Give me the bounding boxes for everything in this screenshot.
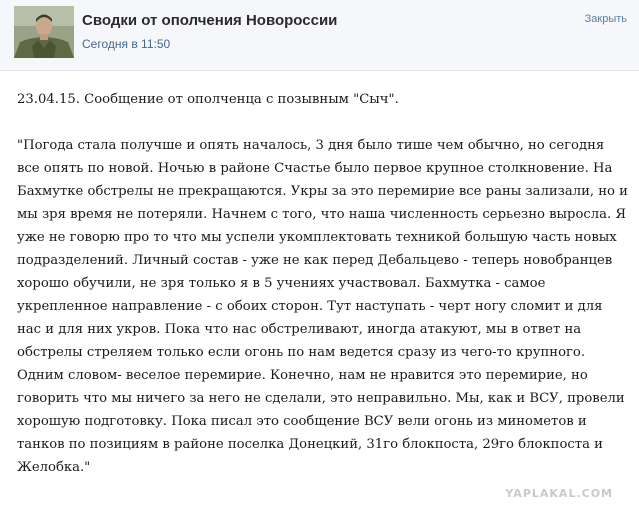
community-title[interactable]: Сводки от ополчения Новороссии bbox=[82, 12, 338, 29]
avatar-photo bbox=[14, 6, 74, 58]
avatar[interactable] bbox=[14, 6, 74, 58]
close-button[interactable]: Закрыть bbox=[584, 13, 627, 25]
post-body: "Погода стала получше и опять началось, 3 дня было тише чем обычно, но сегодня все опять по новой. Ночью в районе Счастье было первое крупное столкновение. На Бахмутке обстрелы не прекращаются. Укры за это перемирие все раны зализали, но и мы зря время не потеряли. Начнем с того, что наша численность серьезно выросла. Я уже не говорю про то что мы успели укомплектовать техникой большую часть новых подразделений. Личный состав - уже не как перед Дебальцево - теперь новобранцев хорошо обучили, не зря только я в 5 учениях участвовал. Бахмутка - самое укрепленное направление - с обоих сторон. Тут наступать - черт ногу сломит и для нас и для них укров. Пока что нас обстреливают, иногда атакуют, мы в ответ на обстрелы стреляем только если огонь по нам ведется сразу из чего-то крупного. Одним словом- веселое перемирие. Конечно, нам не нравится это перемирие, но говорить что мы ничего за него не сделали, это неправильно. Мы, как и ВСУ, провели хорошую подготовку. Пока писал это сообщение ВСУ вели огонь из минометов и танков по позициям в районе поселка Донецкий, 31го блокпоста, 29го блокпоста и Желобка." bbox=[17, 138, 628, 475]
post-date-line: 23.04.15. Сообщение от ополченца с позывным "Сыч". bbox=[17, 92, 399, 107]
post-header bbox=[0, 0, 639, 71]
watermark: YAPLAKAL.COM bbox=[505, 487, 613, 500]
post-content bbox=[17, 88, 629, 479]
post-timestamp[interactable]: Сегодня в 11:50 bbox=[82, 37, 171, 51]
